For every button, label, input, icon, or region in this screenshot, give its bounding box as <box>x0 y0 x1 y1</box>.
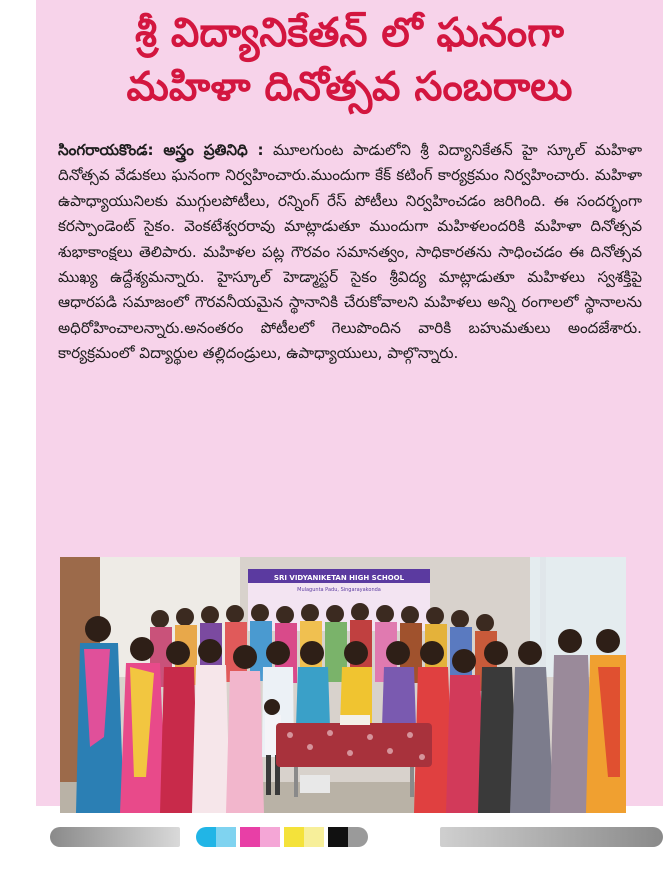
headline-line-1: శ్రీ విద్యానికేతన్ లో ఘనంగా <box>135 10 564 56</box>
registration-bar-left <box>50 827 180 847</box>
light-yellow-swatch <box>304 827 324 847</box>
registration-bar-right <box>440 827 663 847</box>
gray-swatch <box>348 827 368 847</box>
light-magenta-swatch <box>260 827 280 847</box>
print-registration-strip <box>50 824 663 850</box>
cyan-swatch <box>196 827 216 847</box>
light-cyan-swatch <box>216 827 236 847</box>
cake-table <box>276 723 432 767</box>
banner-title: SRI VIDYANIKETAN HIGH SCHOOL <box>273 574 405 582</box>
article-text: మూలగుంట పాడులోని శ్రీ విద్యానికేతన్ హై స్కూల్ మహిళా దినోత్సవ వేడుకలు ఘనంగా నిర్వహించారు.ముందుగా కేక్ కటింగ్ కార్యక్రమం నిర్వహించారు. మహిళా ఉపాధ్యాయునిలకు ముగ్గులపోటీలు, రన్నింగ్ రేస్ పోటీలు నిర్వహించడం జరిగింది. ఈ సందర్భంగా కరస్పాండెంట్ సైకం. వెంకటేశ్వరరావు మాట్లాడుతూ ముందుగా మహిళలందరికి మహిళా దినోత్సవ శుభాకాంక్షలు తెలిపారు. మహిళల పట్ల గౌరవం సమానత్వం, సాధికారతను సాధించడం ఈ దినోత్సవ ముఖ్య ఉద్దేశ్యమన్నారు. హైస్కూల్ హెడ్మాస్టర్ సైకం శ్రీవిద్య మాట్లాడుతూ మహిళలు స్వశక్తిపై ఆధారపడి సమాజంలో గౌరవనీయమైన స్థానానికి చేరుకోవాలని మహిళలు అన్ని రంగాలలో స్థానాలను అధిరోహించాలన్నారు.అనంతరం పోటీలలో గెలుపొందిన వారికి బహుమతులు అందజేశారు. కార్యక్రమంలో విద్యార్థుల తల్లిదండ్రులు, ఉపాధ్యాయులు, పాల్గొన్నారు. <box>58 141 642 363</box>
article-body <box>58 138 642 367</box>
black-swatch <box>328 827 348 847</box>
magenta-swatch <box>240 827 260 847</box>
yellow-swatch <box>284 827 304 847</box>
dateline: సింగరాయకొండ: అస్త్రం ప్రతినిధి : <box>58 141 264 159</box>
news-clipping <box>36 0 663 806</box>
cake <box>340 715 370 725</box>
group-photo <box>60 557 626 813</box>
group-photo-illustration <box>60 557 626 813</box>
banner-subtitle: Mulagunta Padu, Singarayakonda <box>297 587 381 593</box>
headline-line-2: మహిళా దినోత్సవ సంబరాలు <box>126 64 573 110</box>
